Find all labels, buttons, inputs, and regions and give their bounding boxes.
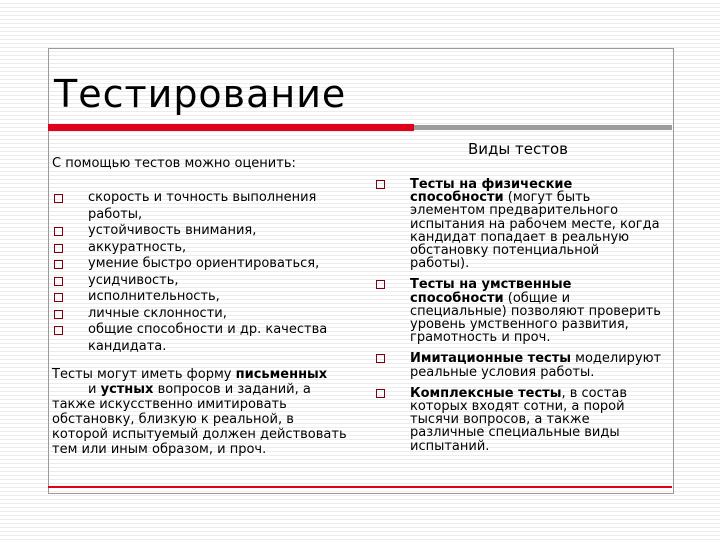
list-item: Имитационные тесты моделируют реальные условия работы. bbox=[372, 352, 662, 378]
title-rule-gray bbox=[414, 125, 672, 130]
square-bullet-icon bbox=[376, 389, 385, 398]
square-bullet-icon bbox=[54, 277, 63, 286]
test-types-heading: Виды тестов bbox=[468, 140, 568, 158]
list-item: скорость и точность выполнения работы, bbox=[52, 190, 348, 223]
square-bullet-icon bbox=[376, 354, 385, 363]
list-item: умение быстро ориентироваться, bbox=[52, 256, 348, 273]
right-bullet-list bbox=[372, 178, 662, 453]
list-item: исполнительность, bbox=[52, 289, 348, 306]
square-bullet-icon bbox=[54, 227, 63, 236]
list-item: Тесты на физические способности (могут быть элементом предварительного испытания на рабочем месте, когда кандидат попадает в реальную обстановку потенциальной работы). bbox=[372, 178, 662, 270]
left-bullet-list bbox=[52, 190, 348, 355]
slide-title: Тестирование bbox=[54, 72, 347, 116]
list-item: Тесты на умственные способности (общие и специальные) позволяют проверить уровень умственного развития, грамотность и проч. bbox=[372, 278, 662, 344]
square-bullet-icon bbox=[376, 180, 385, 189]
square-bullet-icon bbox=[376, 280, 385, 289]
list-item: усидчивость, bbox=[52, 273, 348, 290]
list-item: общие способности и др. качества кандидата. bbox=[52, 322, 348, 355]
bottom-rule-red bbox=[48, 486, 672, 488]
title-rule-red bbox=[48, 124, 414, 131]
test-forms-note: Тесты могут иметь форму письменных и устных вопросов и заданий, а также искусственно имитировать обстановку, близкую к реальной, в которой испытуемый должен действовать тем или иным образом, и проч. bbox=[52, 367, 347, 457]
list-item: Комплексные тесты, в состав которых входят сотни, а порой тысячи вопросов, а также различные специальные виды испытаний. bbox=[372, 387, 662, 453]
list-item: устойчивость внимания, bbox=[52, 223, 348, 240]
square-bullet-icon bbox=[54, 260, 63, 269]
square-bullet-icon bbox=[54, 244, 63, 253]
square-bullet-icon bbox=[54, 194, 63, 203]
square-bullet-icon bbox=[54, 326, 63, 335]
list-item: аккуратность, bbox=[52, 240, 348, 257]
list-item: личные склонности, bbox=[52, 306, 348, 323]
square-bullet-icon bbox=[54, 293, 63, 302]
square-bullet-icon bbox=[54, 310, 63, 319]
intro-text: С помощью тестов можно оценить: bbox=[52, 156, 296, 171]
